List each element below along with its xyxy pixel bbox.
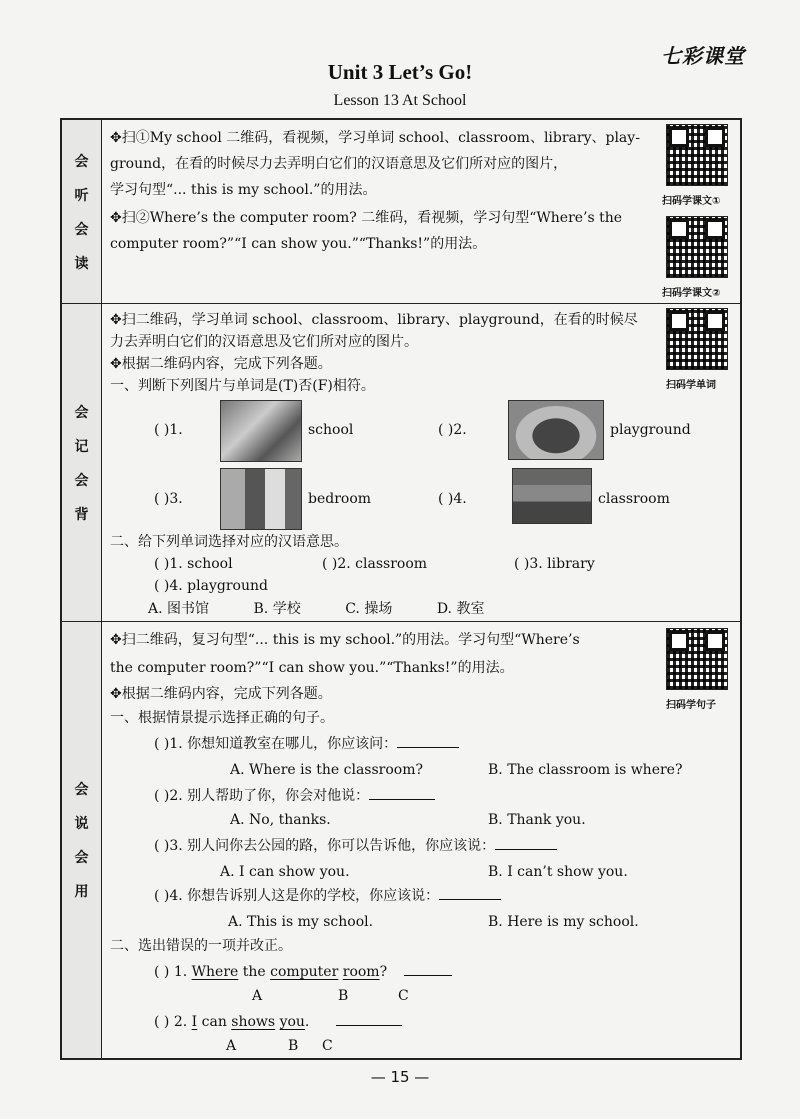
section-speak-use — [62, 622, 740, 1058]
question-text: ( )3. 别人问你去公园的路，你可以告诉他，你应该说： — [154, 838, 496, 854]
text-line: ground，在看的时候尽力去弄明白它们的汉语意思及它们所对应的图片， — [110, 156, 568, 172]
option-letter: B — [288, 1038, 299, 1054]
underlined-word: room — [342, 964, 380, 980]
option-b[interactable]: B. The classroom is where? — [488, 762, 683, 778]
classroom-picture — [512, 468, 592, 524]
page-number: — 15 — — [370, 1068, 430, 1086]
text-line: ✥根据二维码内容，完成下列各题。 — [110, 356, 332, 372]
underlined-word: you — [279, 1014, 305, 1030]
text-line: computer room?”“I can show you.”“Thanks!”的用法。 — [110, 236, 487, 252]
label-char: 会 — [74, 850, 89, 866]
text-line: 学习句型“... this is my school.”的用法。 — [110, 182, 377, 198]
part-heading: 二、给下列单词选择对应的汉语意思。 — [110, 534, 348, 550]
question — [154, 834, 557, 858]
text-line: ✥扫②Where’s the computer room? 二维码，看视频，学习句型“Where’s the — [110, 210, 623, 226]
label-char: 会 — [74, 782, 89, 798]
answer-blank[interactable] — [439, 886, 501, 900]
label-char: 会 — [74, 153, 89, 170]
question — [154, 884, 501, 908]
answer-paren[interactable]: ( ) 2. — [154, 1014, 188, 1030]
text-line: 力去弄明白它们的汉语意思及它们所对应的图片。 — [110, 334, 418, 350]
option-a[interactable]: A. No, thanks. — [230, 812, 331, 828]
answer-paren[interactable]: ( )3. — [154, 491, 183, 507]
section-label — [62, 622, 102, 1058]
part-heading: 二、选出错误的一项并改正。 — [110, 938, 292, 954]
option-letter: C — [398, 988, 409, 1004]
section-content — [110, 304, 736, 621]
label-char: 用 — [74, 884, 89, 900]
answer-paren[interactable]: ( ) 1. — [154, 964, 188, 980]
qr-code[interactable] — [666, 216, 728, 278]
section-content — [110, 622, 736, 1058]
qr-label: 扫码学课文② — [662, 288, 721, 299]
word: school — [308, 422, 354, 438]
qr-label: 扫码学单词 — [666, 380, 716, 391]
qr-label: 扫码学句子 — [666, 700, 716, 711]
unit-title: Unit 3 Let’s Go! — [327, 60, 473, 84]
text-line: ✥扫二维码，复习句型“... this is my school.”的用法。学习句型“Where’s — [110, 632, 580, 648]
label-char: 背 — [74, 506, 89, 523]
word: bedroom — [308, 491, 372, 507]
label-char: 会 — [74, 404, 89, 421]
word: playground — [610, 422, 691, 438]
option-letter: C — [322, 1038, 333, 1054]
qr-label: 扫码学课文① — [662, 196, 721, 207]
section-memorize — [62, 304, 740, 622]
qr-code[interactable] — [666, 124, 728, 186]
answer-paren[interactable]: ( )4. — [438, 491, 467, 507]
text-line: ✥扫二维码，学习单词 school、classroom、library、playground，在看的时候尽 — [110, 312, 638, 328]
underlined-word: computer — [270, 964, 339, 980]
lesson-subtitle: Lesson 13 At School — [333, 92, 467, 109]
brand-logo: 七彩课堂 — [661, 44, 745, 68]
punctuation: . — [304, 1014, 310, 1030]
text-line: ✥扫①My school 二维码，看视频，学习单词 school、classroom、library、play- — [110, 130, 640, 146]
part-heading: 一、判断下列图片与单词是(T)否(F)相符。 — [110, 378, 375, 394]
qr-code[interactable] — [666, 628, 728, 690]
label-char: 记 — [74, 438, 89, 455]
option-a[interactable]: A. Where is the classroom? — [230, 762, 423, 778]
bedroom-picture — [220, 468, 302, 530]
label-char: 会 — [74, 221, 89, 238]
question — [154, 784, 435, 808]
answer-paren[interactable]: ( )2. — [438, 422, 467, 438]
choice-item[interactable]: ( )1. school — [154, 556, 233, 572]
question-text: ( )2. 别人帮助了你，你会对他说： — [154, 788, 370, 804]
label-char: 会 — [74, 472, 89, 489]
correction-blank[interactable] — [404, 962, 452, 976]
qr-code[interactable] — [666, 308, 728, 370]
underlined-word: Where — [191, 964, 239, 980]
word: the — [242, 964, 266, 980]
section-listen-read — [62, 120, 740, 304]
label-char: 说 — [74, 816, 89, 832]
question — [154, 732, 459, 756]
option-b[interactable]: B. Here is my school. — [488, 914, 639, 930]
section-label — [62, 304, 102, 621]
word: classroom — [598, 491, 670, 507]
choice-item[interactable]: ( )3. library — [514, 556, 595, 572]
option-b[interactable]: B. Thank you. — [488, 812, 586, 828]
school-picture — [220, 400, 302, 462]
playground-picture — [508, 400, 604, 460]
section-content — [110, 120, 736, 303]
question-text: ( )4. 你想告诉别人这是你的学校，你应该说： — [154, 888, 440, 904]
choice-item[interactable]: ( )4. playground — [154, 578, 268, 594]
answer-blank[interactable] — [397, 734, 459, 748]
correction-blank[interactable] — [336, 1012, 402, 1026]
section-label — [62, 120, 102, 303]
label-char: 读 — [74, 255, 89, 272]
option-a[interactable]: A. I can show you. — [220, 864, 350, 880]
question-text: ( )1. 你想知道教室在哪儿，你应该问： — [154, 736, 398, 752]
option-b[interactable]: B. I can’t show you. — [488, 864, 628, 880]
answer-blank[interactable] — [369, 786, 435, 800]
word: can — [201, 1014, 227, 1030]
punctuation: ? — [379, 964, 388, 980]
answer-blank[interactable] — [495, 836, 557, 850]
choice-item[interactable]: ( )2. classroom — [322, 556, 428, 572]
part-heading: 一、根据情景提示选择正确的句子。 — [110, 710, 334, 726]
text-line: ✥根据二维码内容，完成下列各题。 — [110, 686, 332, 702]
option-letter: A — [226, 1038, 237, 1054]
answer-paren[interactable]: ( )1. — [154, 422, 183, 438]
underlined-word: shows — [231, 1014, 276, 1030]
option-letter: A — [252, 988, 263, 1004]
text-line: the computer room?”“I can show you.”“Thanks!”的用法。 — [110, 660, 514, 676]
label-char: 听 — [74, 187, 89, 204]
option-letter: B — [338, 988, 349, 1004]
option-a[interactable]: A. This is my school. — [228, 914, 374, 930]
worksheet-table — [60, 118, 742, 1060]
error-sentence — [154, 1010, 402, 1034]
error-sentence — [154, 960, 452, 984]
underlined-word: I — [191, 1014, 198, 1030]
option-list: A. 图书馆 B. 学校 C. 操场 D. 教室 — [148, 601, 485, 617]
